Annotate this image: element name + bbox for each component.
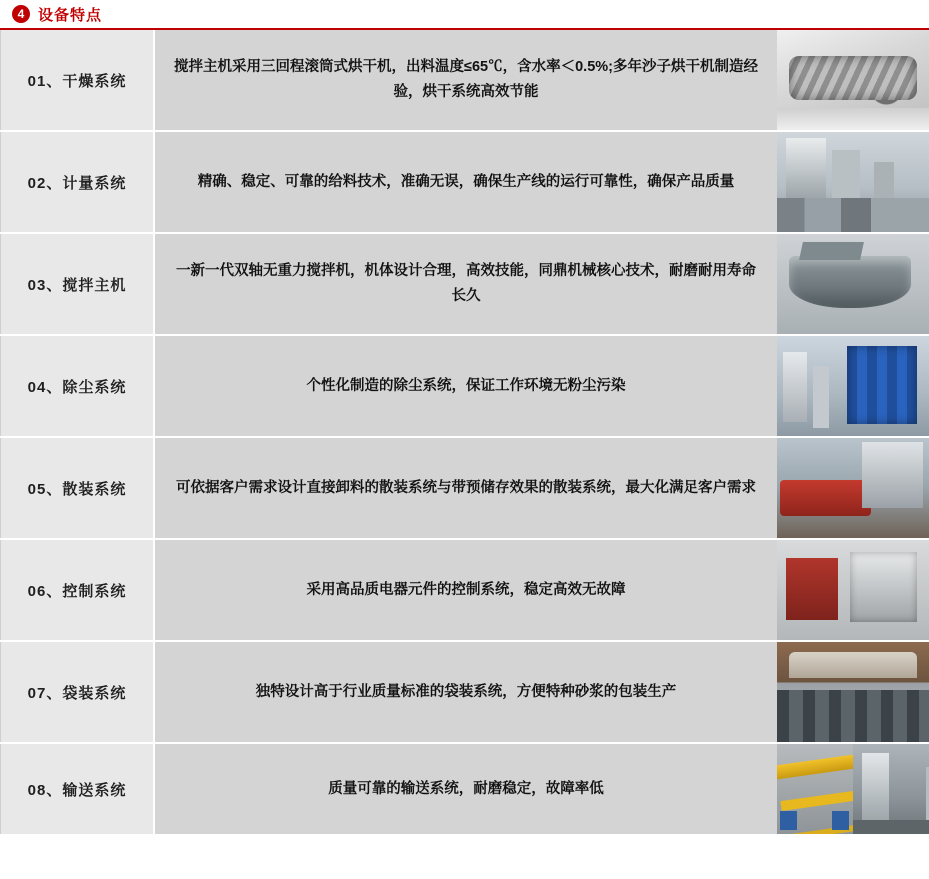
thumb-group (777, 540, 929, 640)
feature-name-cell: 04、除尘系统 (1, 335, 155, 437)
feature-desc-cell: 独特设计高于行业质量标准的袋装系统，方便特种砂浆的包装生产 (154, 641, 777, 743)
feature-desc-cell: 质量可靠的输送系统，耐磨稳定，故障率低 (154, 743, 777, 835)
control-cabinet-photo (777, 540, 929, 640)
table-row (1, 437, 929, 539)
table-row (1, 335, 929, 437)
thumb-group (777, 30, 929, 130)
bulk-loading-photo (777, 438, 929, 538)
bagging-machine-photo (777, 642, 929, 742)
thumb-group (777, 336, 929, 436)
feature-name-cell: 06、控制系统 (1, 539, 155, 641)
thumb-group (777, 744, 929, 834)
feature-desc-cell: 搅拌主机采用三回程滚筒式烘干机，出料温度≤65℃，含水率＜0.5%;多年沙子烘干机制造经验，烘干系统高效节能 (154, 30, 777, 131)
feature-image-cell (777, 30, 929, 131)
feature-image-cell (777, 131, 929, 233)
table-row (1, 233, 929, 335)
thumb-group (777, 642, 929, 742)
table-row (1, 641, 929, 743)
thumb-group (777, 234, 929, 334)
feature-name-cell: 08、输送系统 (1, 743, 155, 835)
section-title: 设备特点 (38, 6, 103, 24)
table-row (1, 743, 929, 835)
feature-image-cell (777, 641, 929, 743)
feature-name-cell: 03、搅拌主机 (1, 233, 155, 335)
table-row (1, 30, 929, 131)
dryer-photo (777, 30, 929, 130)
silo-photo (853, 744, 929, 834)
feature-desc-cell: 采用高品质电器元件的控制系统，稳定高效无故障 (154, 539, 777, 641)
feature-desc-cell: 精确、稳定、可靠的给料技术，准确无误，确保生产线的运行可靠性，确保产品质量 (154, 131, 777, 233)
feature-name-cell: 02、计量系统 (1, 131, 155, 233)
feature-name-cell: 05、散装系统 (1, 437, 155, 539)
weighing-system-photo (777, 132, 929, 232)
section-number-badge: 4 (12, 5, 30, 23)
feature-desc-cell: 一新一代双轴无重力搅拌机，机体设计合理，高效技能，同鼎机械核心技术，耐磨耐用寿命长久 (154, 233, 777, 335)
thumb-group (777, 438, 929, 538)
feature-image-cell (777, 233, 929, 335)
feature-name-cell: 01、干燥系统 (1, 30, 155, 131)
equipment-features-table (0, 30, 929, 836)
feature-desc-cell: 可依据客户需求设计直接卸料的散装系统与带预储存效果的散装系统，最大化满足客户需求 (154, 437, 777, 539)
feature-image-cell (777, 437, 929, 539)
screw-conveyor-photo (777, 744, 853, 834)
table-row (1, 131, 929, 233)
table-row (1, 539, 929, 641)
mixer-photo (777, 234, 929, 334)
section-header (0, 0, 929, 30)
feature-desc-cell: 个性化制造的除尘系统，保证工作环境无粉尘污染 (154, 335, 777, 437)
feature-image-cell (777, 743, 929, 835)
feature-name-cell: 07、袋装系统 (1, 641, 155, 743)
thumb-group (777, 132, 929, 232)
feature-image-cell (777, 539, 929, 641)
dust-collector-photo (777, 336, 929, 436)
feature-image-cell (777, 335, 929, 437)
